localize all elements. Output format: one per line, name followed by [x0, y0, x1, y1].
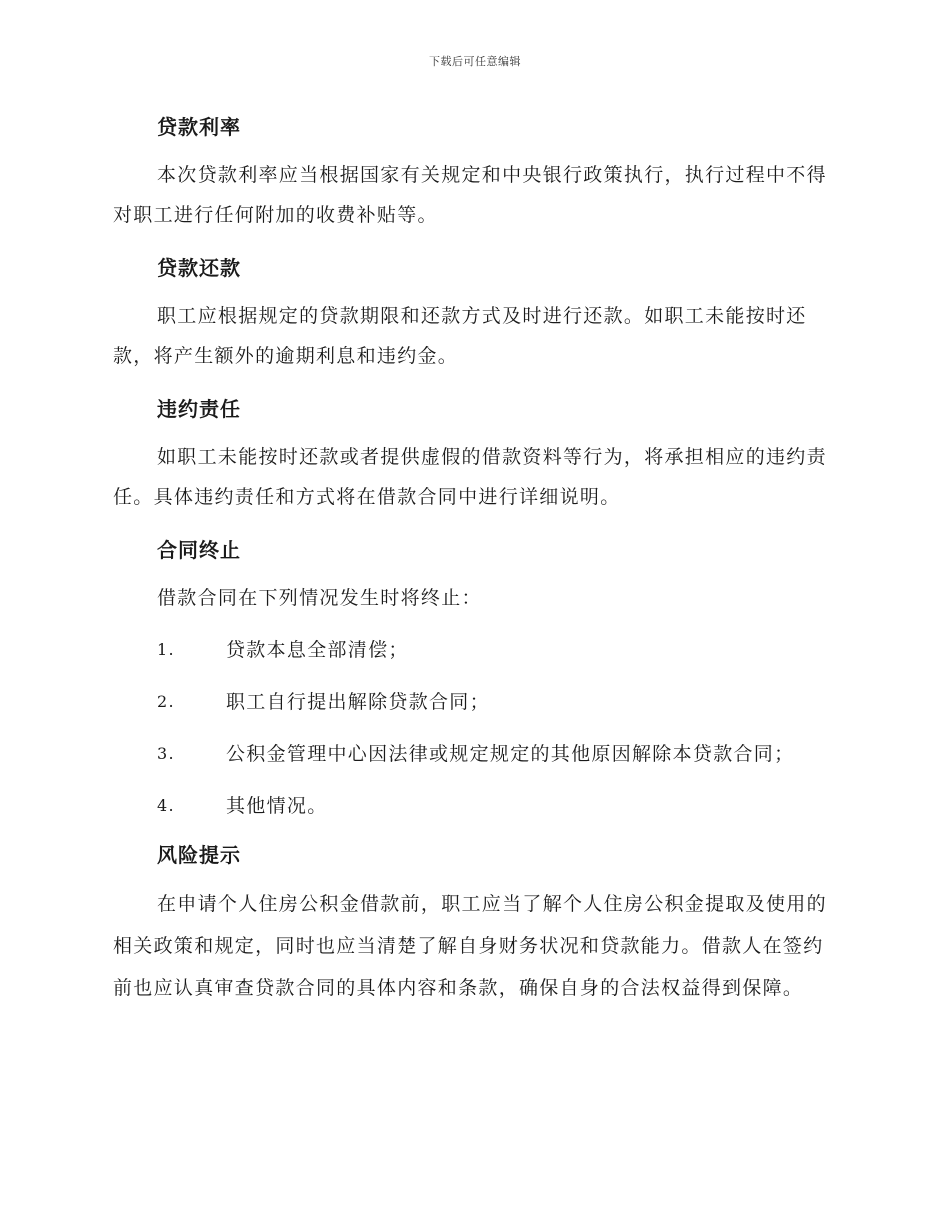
- section-heading-risk: 风险提示: [157, 843, 241, 867]
- section-body-repayment: 职工应根据规定的贷款期限和还款方式及时进行还款。如职工未能按时还款，将产生额外的逾期利息和违约金。: [113, 305, 807, 367]
- document-body: [113, 110, 833, 1009]
- section-heading-repayment: 贷款还款: [157, 256, 241, 280]
- list-item-text: 贷款本息全部清偿；: [226, 639, 409, 661]
- section-body-risk: 在申请个人住房公积金借款前，职工应当了解个人住房公积金提取及使用的相关政策和规定，同时也应当清楚了解自身财务状况和贷款能力。借款人在签约前也应认真审查贷款合同的具体内容和条款，确保自身的合法权益得到保障。: [113, 893, 827, 999]
- section-body-liability: 如职工未能按时还款或者提供虚假的借款资料等行为，将承担相应的违约责任。具体违约责任和方式将在借款合同中进行详细说明。: [113, 446, 827, 508]
- section-heading-interest: 贷款利率: [157, 115, 241, 139]
- section-intro-termination: 借款合同在下列情况发生时将终止：: [157, 587, 482, 609]
- list-item: [113, 734, 833, 774]
- list-item: [113, 682, 833, 722]
- list-item-number: 4.: [157, 796, 175, 815]
- list-item-number: 2.: [157, 692, 175, 711]
- list-item-number: 3.: [157, 744, 175, 763]
- section-heading-liability: 违约责任: [157, 397, 241, 421]
- page-header: 下载后可任意编辑: [429, 55, 521, 68]
- termination-list: [113, 630, 833, 826]
- section-body-interest: 本次贷款利率应当根据国家有关规定和中央银行政策执行，执行过程中不得对职工进行任何附加的收费补贴等。: [113, 164, 827, 226]
- list-item-number: 1.: [157, 640, 175, 659]
- section-heading-termination: 合同终止: [157, 538, 241, 562]
- list-item-text: 职工自行提出解除贷款合同；: [226, 691, 490, 713]
- list-item: [113, 630, 833, 670]
- list-item: [113, 786, 833, 826]
- list-item-text: 公积金管理中心因法律或规定规定的其他原因解除本贷款合同；: [226, 743, 795, 765]
- list-item-text: 其他情况。: [226, 795, 328, 817]
